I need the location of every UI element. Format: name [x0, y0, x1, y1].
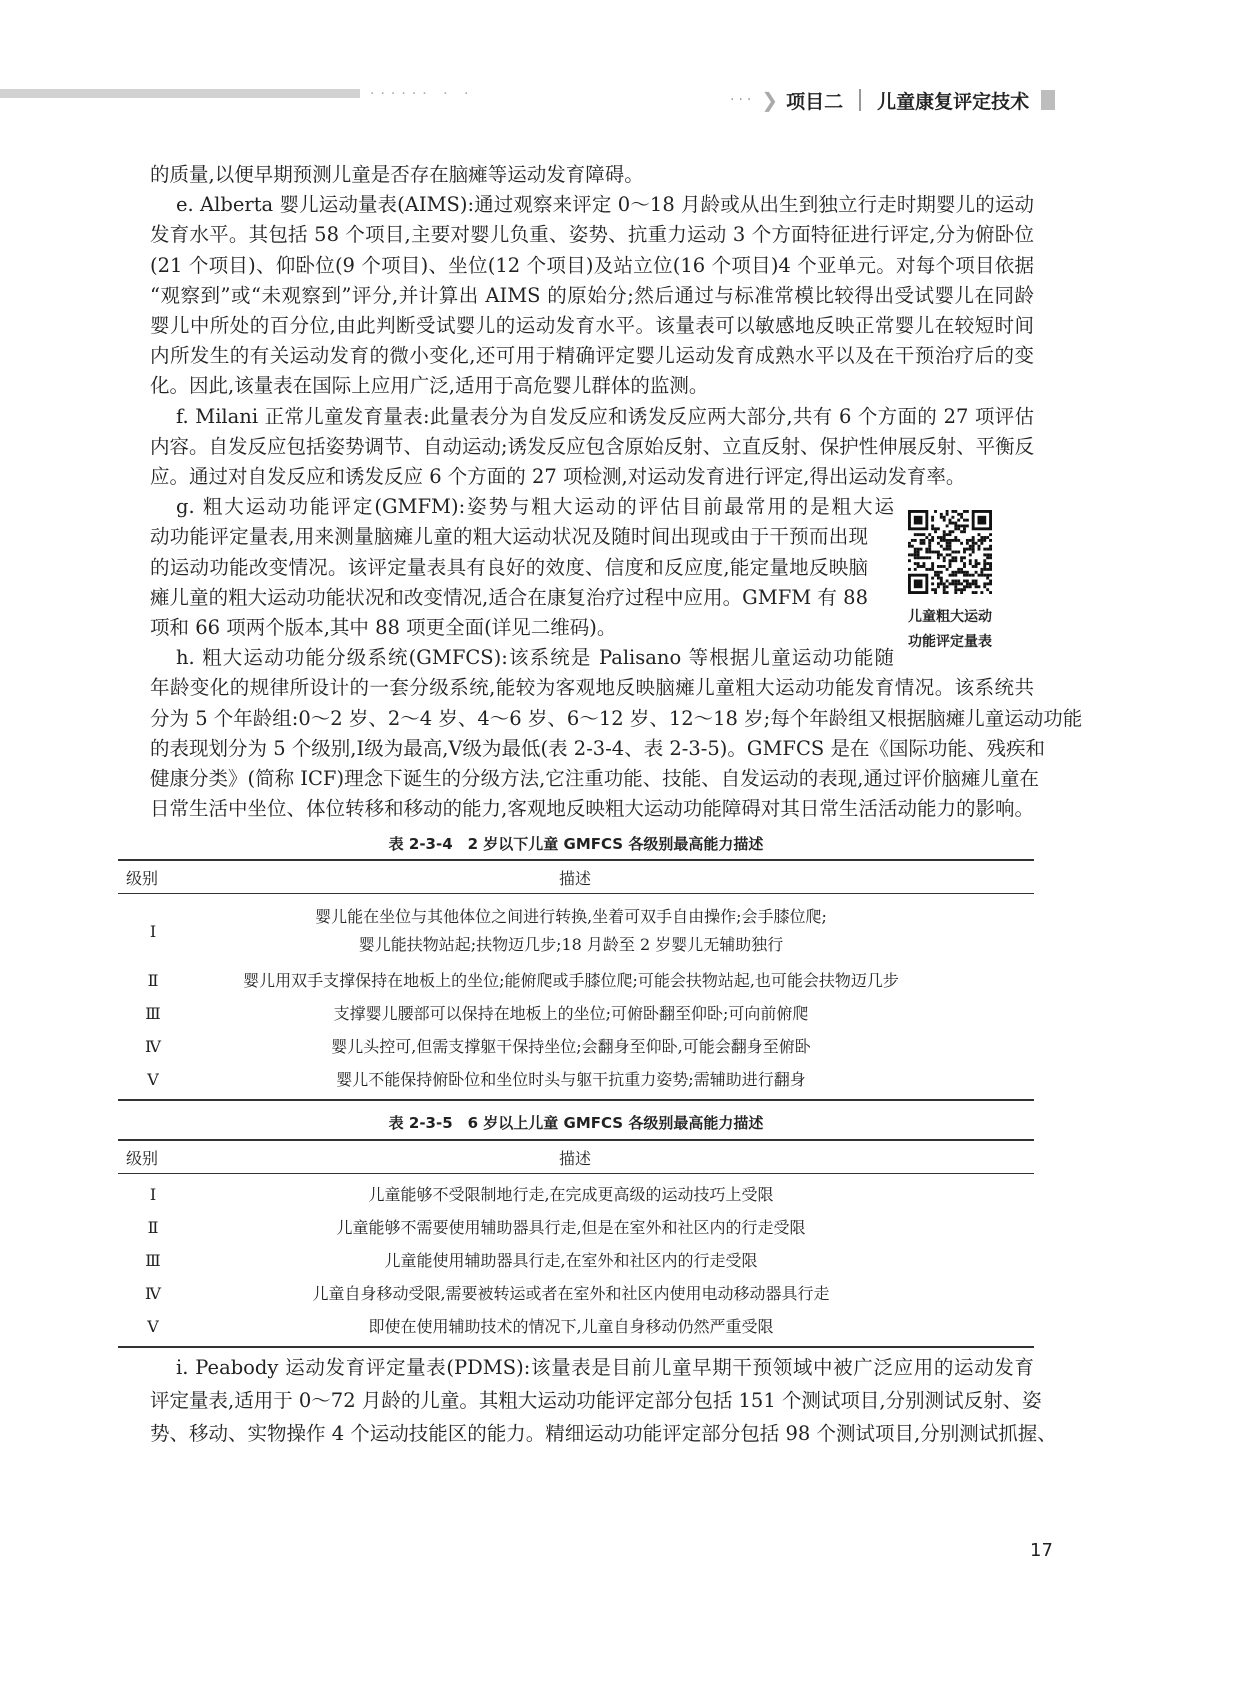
- text-line: 日常生活中坐位、体位转移和移动的能力,客观地反映粗大运动功能障碍对其日常生活活动能力的影响。: [150, 797, 1034, 821]
- description-line: 婴儿能在坐位与其他体位之间进行转换,坐着可双手自由操作;会手膝位爬;: [315, 907, 827, 926]
- header-section: 项目二: [786, 90, 844, 113]
- header-divider: [859, 89, 861, 111]
- description-line: 婴儿头控可,但需支撑躯干保持坐位;会翻身至仰卧,可能会翻身至俯卧: [331, 1036, 811, 1056]
- table-1: [118, 859, 1034, 1101]
- header-chapter: 儿童康复评定技术: [877, 90, 1030, 113]
- page-number: 17: [1030, 1540, 1053, 1561]
- description-cell: [188, 1313, 1034, 1341]
- text-line: e. Alberta 婴儿运动量表(AIMS):通过观察来评定 0～18 月龄或从出生到独立行走时期婴儿的运动: [176, 193, 1034, 217]
- description-cell: [188, 1033, 1034, 1061]
- table-row: [118, 964, 1034, 997]
- description-line: 婴儿能扶物站起;扶物迈几步;18 月龄至 2 岁婴儿无辅助独行: [358, 935, 784, 954]
- paragraph-f-milani: [150, 402, 1034, 493]
- description-line: 即使在使用辅助技术的情况下,儿童自身移动仍然严重受限: [368, 1316, 774, 1336]
- text-line: 评定量表,适用于 0～72 月龄的儿童。其粗大运动功能评定部分包括 151 个测试项目,分别测试反射、姿: [150, 1389, 1042, 1412]
- table-row: [118, 1211, 1034, 1244]
- level-cell: Ⅳ: [145, 1284, 161, 1303]
- description-line: 支撑婴儿腰部可以保持在地板上的坐位;可俯卧翻至仰卧;可向前俯爬: [333, 1003, 809, 1023]
- text-line: h. 粗大运动功能分级系统(GMFCS):该系统是 Palisano 等根据儿童运动功能随: [176, 646, 894, 670]
- paragraph-i-pdms: [150, 1351, 1057, 1450]
- text-line: 动功能评定量表,用来测量脑瘫儿童的粗大运动状况及随时间出现或由于干预而出现: [150, 525, 868, 549]
- header-level: 级别: [126, 868, 159, 888]
- level-cell: Ⅴ: [147, 1070, 159, 1089]
- text-line: 化。因此,该量表在国际上应用广泛,适用于高危婴儿群体的监测。: [150, 374, 709, 398]
- text-line: 的表现划分为 5 个级别,Ⅰ级为最高,Ⅴ级为最低(表 2-3-4、表 2-3-5)。GMFCS 是在《国际功能、残疾和: [150, 736, 1045, 760]
- table-row: [118, 1277, 1034, 1310]
- text-line: 婴儿中所处的百分位,由此判断受试婴儿的运动发育水平。该量表可以敏感地反映正常婴儿在较短时间: [150, 313, 1034, 337]
- header-square-icon: [1041, 90, 1055, 110]
- text-line: 瘫儿童的粗大运动功能状况和改变情况,适合在康复治疗过程中应用。GMFM 有 88: [150, 585, 868, 609]
- header-decor-bar: [0, 89, 360, 98]
- paragraph-h-gmfcs: [150, 643, 1083, 824]
- header-level: 级别: [126, 1148, 159, 1168]
- text-line: “观察到”或“未观察到”评分,并计算出 AIMS 的原始分;然后通过与标准常模比较得出受试婴儿在同龄: [150, 283, 1034, 307]
- table-row: [118, 898, 1034, 964]
- table-row: [118, 1030, 1034, 1063]
- description-cell: [188, 903, 1034, 959]
- description-line: 婴儿不能保持俯卧位和坐位时头与躯干抗重力姿势;需辅助进行翻身: [336, 1069, 806, 1089]
- level-cell: Ⅲ: [145, 1251, 161, 1270]
- description-line: 儿童自身移动受限,需要被转运或者在室外和社区内使用电动移动器具行走: [312, 1283, 830, 1303]
- description-cell: [188, 1066, 1034, 1094]
- paragraph-continuation: [150, 160, 1034, 190]
- level-cell: Ⅱ: [147, 971, 159, 990]
- text-line: 的运动功能改变情况。该评定量表具有良好的效度、信度和反应度,能定量地反映脑: [150, 555, 868, 579]
- description-line: 儿童能够不受限制地行走,在完成更高级的运动技巧上受限: [368, 1184, 774, 1204]
- text-line: 应。通过对自发反应和诱发反应 6 个方面的 27 项检测,对运动发育进行评定,得出运动发育率。: [150, 464, 966, 488]
- text-line: 健康分类》(简称 ICF)理念下诞生的分级方法,它注重功能、技能、自发运动的表现,通过评价脑瘫儿童在: [150, 766, 1039, 790]
- header-dots: ···: [730, 92, 756, 108]
- description-cell: [188, 1000, 1034, 1028]
- description-line: 儿童能使用辅助器具行走,在室外和社区内的行走受限: [384, 1250, 758, 1270]
- qr-caption-line-1: 儿童粗大运动: [908, 609, 992, 625]
- description-line: 婴儿用双手支撑保持在地板上的坐位;能俯爬或手膝位爬;可能会扶物站起,也可能会扶物迈几步: [243, 970, 899, 990]
- description-cell: [188, 1214, 1034, 1242]
- text-line: i. Peabody 运动发育评定量表(PDMS):该量表是目前儿童早期干预领域中被广泛应用的运动发育: [176, 1356, 1034, 1379]
- text-line: 内所发生的有关运动发育的微小变化,还可用于精确评定婴儿运动发育成熟水平以及在干预治疗后的变: [150, 344, 1034, 368]
- table-row: [118, 1310, 1034, 1343]
- description-cell: [188, 1181, 1034, 1209]
- text-line: 的质量,以便早期预测儿童是否存在脑瘫等运动发育障碍。: [150, 163, 644, 186]
- level-cell: Ⅰ: [149, 1185, 157, 1204]
- text-line: 年龄变化的规律所设计的一套分级系统,能较为客观地反映脑瘫儿童粗大运动功能发育情况。该系统共: [150, 676, 1034, 700]
- level-cell: Ⅲ: [145, 1004, 161, 1023]
- header-description: 描述: [558, 1148, 591, 1168]
- text-line: 内容。自发反应包括姿势调节、自动运动;诱发反应包含原始反射、立直反射、保护性伸展反射、平衡反: [150, 434, 1035, 458]
- table-header-row: [118, 861, 1034, 894]
- description-cell: [188, 1247, 1034, 1275]
- table-header-row: [118, 1141, 1034, 1174]
- text-line: 分为 5 个年龄组:0～2 岁、2～4 岁、4～6 岁、6～12 岁、12～18 岁;每个年龄组又根据脑瘫儿童运动功能: [150, 706, 1083, 730]
- table-row: [118, 997, 1034, 1030]
- level-cell: Ⅰ: [149, 921, 157, 941]
- qr-caption-line-2: 功能评定量表: [908, 634, 992, 650]
- table-1-title: 表 2-3-4 2 岁以下儿童 GMFCS 各级别最高能力描述: [388, 835, 764, 853]
- table-row: [118, 1063, 1034, 1096]
- qr-code[interactable]: [908, 510, 992, 594]
- running-header: [730, 86, 1055, 114]
- table-2-title: 表 2-3-5 6 岁以上儿童 GMFCS 各级别最高能力描述: [388, 1114, 764, 1132]
- paragraph-e-aims: [150, 190, 1034, 401]
- level-cell: Ⅴ: [147, 1317, 159, 1336]
- text-line: 发育水平。其包括 58 个项目,主要对婴儿负重、姿势、抗重力运动 3 个方面特征进行评定,分为俯卧位: [150, 223, 1034, 247]
- table-2: [118, 1139, 1034, 1348]
- header-decor-dots: ······ · ·: [370, 86, 475, 102]
- level-cell: Ⅳ: [145, 1037, 161, 1056]
- text-line: 势、移动、实物操作 4 个运动技能区的能力。精细运动功能评定部分包括 98 个测试项目,分别测试抓握、: [150, 1422, 1057, 1445]
- table-row: [118, 1244, 1034, 1277]
- chevron-right-icon: ❯: [761, 88, 779, 112]
- description-cell: [188, 967, 1034, 995]
- description-line: 儿童能够不需要使用辅助器具行走,但是在室外和社区内的行走受限: [336, 1217, 806, 1237]
- text-line: g. 粗大运动功能评定(GMFM):姿势与粗大运动的评估目前最常用的是粗大运: [176, 495, 894, 519]
- description-cell: [188, 1280, 1034, 1308]
- header-description: 描述: [558, 868, 591, 888]
- text-line: f. Milani 正常儿童发育量表:此量表分为自发反应和诱发反应两大部分,共有 6 个方面的 27 项评估: [176, 404, 1034, 428]
- level-cell: Ⅱ: [147, 1218, 159, 1237]
- text-line: (21 个项目)、仰卧位(9 个项目)、坐位(12 个项目)及站立位(16 个项目)4 个亚单元。对每个项目依据: [150, 253, 1034, 277]
- table-row: [118, 1178, 1034, 1211]
- text-line: 项和 66 项两个版本,其中 88 项更全面(详见二维码)。: [150, 615, 617, 639]
